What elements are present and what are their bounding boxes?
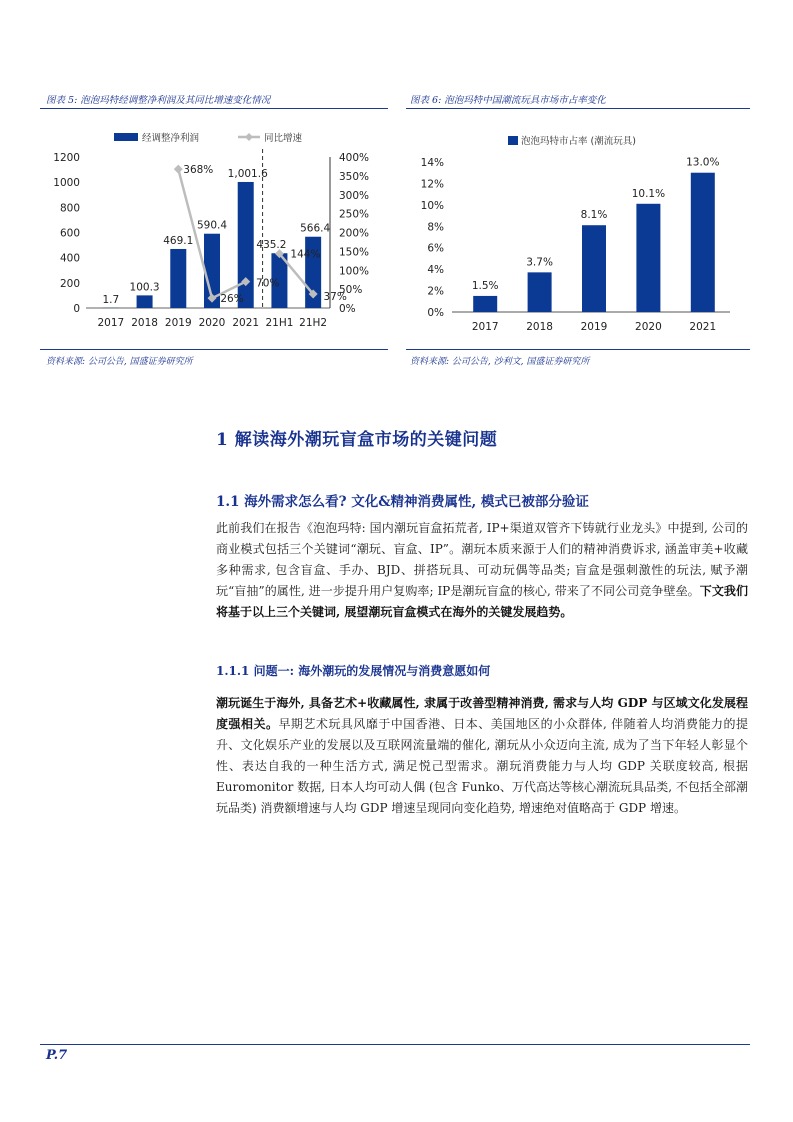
y-tick-label: 200 [59,277,80,290]
footer-rule [40,1044,750,1045]
figure6-bottom-rule [406,349,750,350]
y-tick-label: 1200 [53,152,80,164]
x-tick-label: 2017 [471,321,499,333]
section-1-1-1-paragraph-emphasis: 潮玩诞生于海外, 具备艺术+收藏属性, 隶属于改善型精神消费, 需求与人均 GDP 与区域文化发展程度强相关。 [216,696,748,731]
bar-2019 [170,249,186,308]
growth-value-label: 368% [183,164,214,177]
legend-swatch-net-profit [114,133,138,141]
page-number: P.7 [46,1048,68,1063]
y-tick-label: 12% [420,178,444,191]
x-tick-label: 2021 [232,317,260,329]
bar-value-label: 1,001.6 [227,167,268,180]
y-tick-label: 10% [420,199,444,212]
bar-value-label: 10.1% [631,187,666,200]
bar-2021 [691,173,715,312]
y-tick-label: 400 [59,252,80,265]
section-1-1-paragraph-emphasis: 下文我们将基于以上三个关键词, 展望潮玩盲盒模式在海外的关键发展趋势。 [216,584,748,619]
bar-value-label: 469.1 [163,234,194,247]
section-1-heading: 1 解读海外潮玩盲盒市场的关键问题 [216,430,498,450]
x-tick-label: 2018 [131,317,158,329]
figure5-chart [40,112,390,344]
y2-tick-label: 300% [339,189,370,202]
y2-tick-label: 350% [339,170,370,183]
figure5-bottom-rule [40,349,388,350]
figure6-source: 资料来源: 公司公告, 沙利文, 国盛证券研究所 [410,357,590,367]
x-tick-label: 2021 [689,321,717,333]
legend-label-growth: 同比增速 [264,133,303,144]
bar-2018 [137,295,153,308]
figure5-title: 图表 5: 泡泡玛特经调整净利润及其同比增速变化情况 [46,95,271,106]
y-tick-label: 14% [420,157,444,169]
y2-tick-label: 200% [339,227,370,240]
y2-tick-label: 400% [339,152,370,164]
bar-2020 [636,204,660,312]
y-tick-label: 8% [427,221,444,234]
x-tick-label: 2017 [97,317,125,329]
x-tick-label: 21H1 [265,317,294,329]
section-1-1-1-paragraph-text: 早期艺术玩具风靡于中国香港、日本、美国地区的小众群体, 伴随着人均消费能力的提升、文化娱乐产业的发展以及互联网流量端的催化, 潮玩从小众迈向主流, 成为了当下年轻人彰显个性、表达自我的一种生活方式, 满足悦己型需求。潮玩消费能力与人均 GDP 关联度较高, 根据 Euromonitor 数据, 日本人均可动人偶 (包含 Funko、万代高达等核心潮流玩具品类, 不包括全部潮玩品类) 消费额增速与人均 GDP 增速呈现同向变化趋势, 增速绝对值略高于 GDP 增速。 [216,717,748,815]
x-tick-label: 2018 [526,321,553,333]
x-tick-label: 2020 [198,317,226,329]
bar-value-label: 100.3 [129,281,160,294]
legend-label-net-profit: 经调整净利润 [142,133,200,144]
y-tick-label: 6% [427,242,444,255]
section-1-1-paragraph [216,518,748,623]
y-tick-label: 4% [427,264,444,277]
growth-value-label: 144% [290,248,321,261]
bar-value-label: 1.7 [102,293,120,306]
section-1-1-1-heading: 1.1.1 问题一: 海外潮玩的发展情况与消费意愿如何 [216,664,491,678]
legend-marker-growth [245,133,253,141]
growth-value-label: 26% [220,293,244,306]
figure6-chart [406,112,752,344]
y2-tick-label: 250% [339,208,370,221]
x-tick-label: 2020 [635,321,662,333]
y2-tick-label: 0% [339,303,356,315]
y2-tick-label: 100% [339,265,370,278]
figure5-source: 资料来源: 公司公告, 国盛证券研究所 [46,357,193,367]
section-1-1-heading: 1.1 海外需求怎么看? 文化&精神消费属性, 模式已被部分验证 [216,494,589,510]
figure6-top-rule [406,108,750,109]
x-tick-label: 2019 [580,321,608,333]
y-tick-label: 0% [427,307,444,319]
y-tick-label: 1000 [53,177,80,190]
bar-value-label: 1.5% [471,279,499,292]
y-tick-label: 800 [59,202,80,215]
section-1-1-paragraph-text: 此前我们在报告《泡泡玛特: 国内潮玩盲盒拓荒者, IP+渠道双管齐下铸就行业龙头》中提到, 公司的商业模式包括三个关键词“潮玩、盲盒、IP”。潮玩本质来源于人们的精神消费诉求, 涵盖审美+收藏多种需求, 包含盲盒、手办、BJD、拼搭玩具、可动玩偶等品类; 盲盒是强刺激性的玩法, 赋予潮玩“盲抽”的属性, 进一步提升用户复购率; IP是潮玩盲盒的核心, 带来了不同公司竞争壁垒。 [216,521,748,598]
bar-value-label: 3.7% [526,256,553,269]
bar-value-label: 8.1% [580,209,608,222]
growth-value-label: 37% [323,291,347,304]
y2-tick-label: 50% [339,284,363,297]
legend-label-share: 泡泡玛特市占率 (潮流玩具) [521,136,636,147]
bar-2021 [238,182,254,308]
y-tick-label: 2% [427,285,444,298]
legend-swatch-share [508,136,518,145]
section-1-1-1-paragraph [216,693,748,819]
figure5-top-rule [40,108,388,109]
bar-2019 [582,225,606,312]
growth-value-label: 70% [256,277,280,290]
y-tick-label: 600 [59,227,80,240]
y-tick-label: 0 [73,303,80,315]
bar-value-label: 566.4 [300,222,331,235]
growth-marker [174,165,183,174]
x-tick-label: 21H2 [299,317,328,329]
bar-value-label: 590.4 [196,219,228,232]
bar-2017 [473,296,497,312]
x-tick-label: 2019 [164,317,192,329]
bar-value-label: 13.0% [686,156,720,169]
bar-value-label: 435.2 [256,239,287,252]
figure6-title: 图表 6: 泡泡玛特中国潮流玩具市场市占率变化 [410,95,606,106]
bar-2018 [528,272,552,312]
y2-tick-label: 150% [339,246,370,259]
